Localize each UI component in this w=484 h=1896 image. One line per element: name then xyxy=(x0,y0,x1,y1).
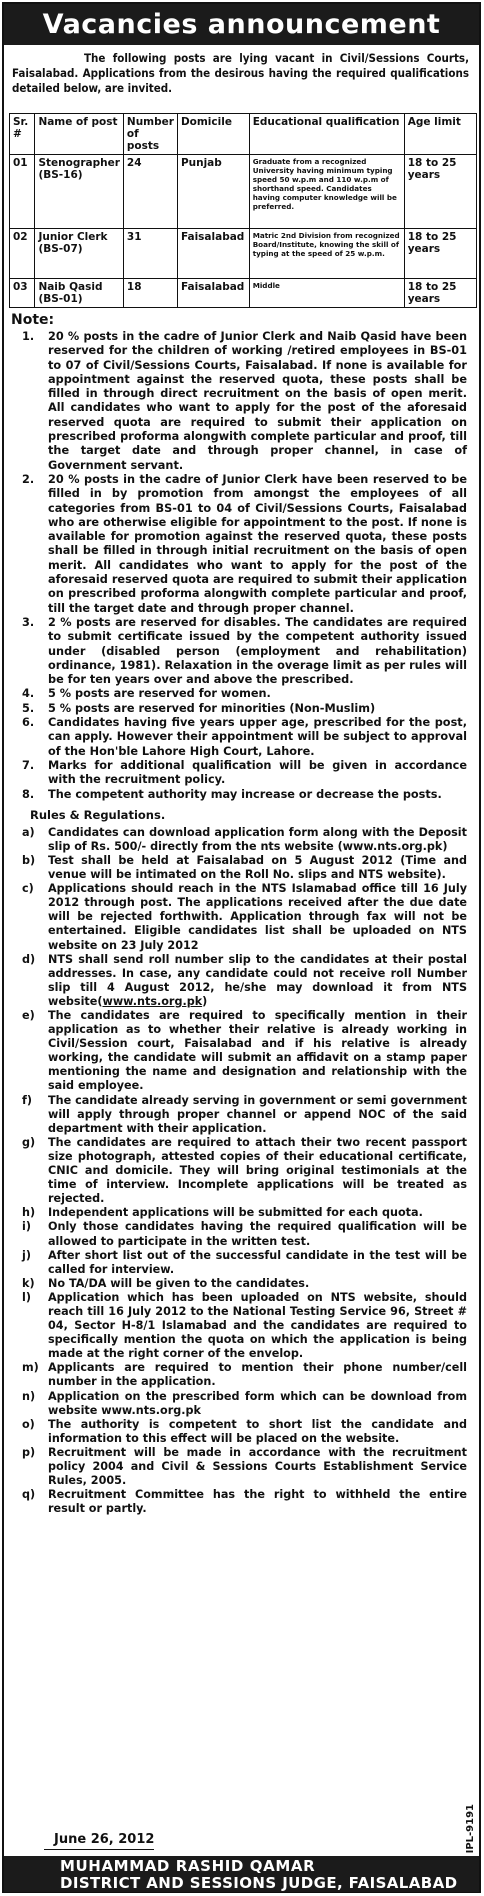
list-item: e) The candidates are required to specifically mention in their application as to whether their relative is already working in Civil/Session court, Faisalabad and if his relative is already working, the candidate will submit an affidavit on a stamp paper mentioning the name and designation and relationship with the said employee. xyxy=(22,1009,467,1093)
advertisement-frame xyxy=(2,2,481,1893)
table-row xyxy=(10,279,477,308)
cell-number: 18 xyxy=(123,279,177,308)
cell-sr: 01 xyxy=(10,155,35,229)
list-item: 8. The competent authority may increase or decrease the posts. xyxy=(22,787,442,801)
cell-age: 18 to 25 years xyxy=(404,279,476,308)
cell-number: 31 xyxy=(123,229,177,279)
intro-paragraph: The following posts are lying vacant in Civil/Sessions Courts, Faisalabad. Applications from the desirous having the required qualifications detailed below, are invited. xyxy=(12,51,469,95)
table-row xyxy=(10,229,477,279)
list-item: m) Applicants are required to mention their phone number/cell number in the application. xyxy=(22,1361,467,1389)
cell-number: 24 xyxy=(123,155,177,229)
col-age: Age limit xyxy=(404,114,476,155)
rules-list xyxy=(4,826,479,1517)
cell-qualification: Graduate from a recognized University having minimum typing speed 50 w.p.m and 110 w.p.m of shorthand speed. Candidates having computer knowledge will be preferred. xyxy=(249,155,404,229)
cell-domicile: Faisalabad xyxy=(177,229,249,279)
cell-qualification: Middle xyxy=(249,279,404,308)
page-title: Vacancies announcement xyxy=(4,4,479,45)
cell-domicile: Faisalabad xyxy=(177,279,249,308)
col-domicile: Domicile xyxy=(177,114,249,155)
cell-domicile: Punjab xyxy=(177,155,249,229)
list-item: 3. 2 % posts are reserved for disables. The candidates are required to submit certificate issued by the competent authority issued under (disabled person (employment and rehabilitation) ordinance, 1981). Relaxation in the overage limit as per rules will be for ten years over and above the prescribed. xyxy=(22,615,467,687)
rules-heading: Rules & Regulations. xyxy=(30,807,166,822)
list-item: c) Applications should reach in the NTS Islamabad office till 16 July 2012 through post. The applications received after the due date will be rejected forthwith. Application through fax will not be entertained. Eligible candidates list shall be uploaded on NTS website on 23 July 2012 xyxy=(22,882,467,952)
list-item: d) NTS shall send roll number slip to the candidates at their postal addresses. In case, any candidate could not receive roll Number slip till 4 August 2012, he/she may download it from NTS website(www.nts.org.pk) xyxy=(22,952,467,1008)
list-item: h) Independent applications will be submitted for each quota. xyxy=(22,1206,423,1220)
ad-code: IPL-9191 xyxy=(465,1804,476,1854)
list-item: 7. Marks for additional qualification will be given in accordance with the recruitment policy. xyxy=(22,758,467,787)
list-item: l) Application which has been uploaded on NTS website, should reach till 16 July 2012 to the National Testing Service 96, Street # 04, Sector H-8/1 Islamabad and the candidates are required to specifically mention the quota on which the application is being made at the right corner of the envelop. xyxy=(22,1290,467,1361)
cell-sr: 03 xyxy=(10,279,35,308)
list-item: g) The candidates are required to attach their two recent passport size photograph, attested copies of their educational certificate, CNIC and domicile. They will bring original testimonials at the time of interview. Incomplete applications will be treated as rejected. xyxy=(22,1135,467,1206)
list-item: n) Application on the prescribed form which can be download from website www.nts.org.pk xyxy=(22,1389,467,1417)
col-sr: Sr. # xyxy=(10,114,35,155)
col-number: Number of posts xyxy=(123,114,177,155)
list-item: q) Recruitment Committee has the right to withheld the entire result or partly. xyxy=(22,1488,467,1516)
col-qualification: Educational qualification xyxy=(249,114,404,155)
notes-list xyxy=(4,330,479,802)
vacancies-table xyxy=(9,113,477,308)
note-heading: Note: xyxy=(11,312,55,328)
list-item: a) Candidates can download application form along with the Deposit slip of Rs. 500/- directly from the nts website (www.nts.org.pk) xyxy=(22,825,467,853)
list-item: 6. Candidates having five years upper age, prescribed for the post, can apply. However their appointment will be subject to approval of the Hon'ble Lahore High Court, Lahore. xyxy=(22,716,467,758)
cell-age: 18 to 25 years xyxy=(404,155,476,229)
signatory-designation: DISTRICT AND SESSIONS JUDGE, FAISALABAD xyxy=(60,1874,458,1892)
list-item: 1. 20 % posts in the cadre of Junior Clerk and Naib Qasid have been reserved for the children of working /retired employees in BS-01 to 07 of Civil/Sessions Courts, Faisalabad. If none is available for appointment against the reserved quota, these posts shall be filled in through direct recruitment on the basis of open merit. All candidates who want to apply for the post of the aforesaid reserved quota are required to submit their application on prescribed proforma alongwith complete particular and proof, till the target date and through proper channel, in case of Government servant. xyxy=(22,330,467,472)
list-item: o) The authority is competent to short list the candidate and information to this effect will be placed on the website. xyxy=(22,1417,467,1445)
signatory-name: MUHAMMAD RASHID QAMAR xyxy=(60,1857,316,1875)
list-item: j) After short list out of the successful candidate in the test will be called for interview. xyxy=(22,1248,467,1276)
list-item: 5. 5 % posts are reserved for minorities (Non-Muslim) xyxy=(22,701,376,715)
cell-post: Naib Qasid (BS-01) xyxy=(35,279,123,308)
cell-sr: 02 xyxy=(10,229,35,279)
list-item: b) Test shall be held at Faisalabad on 5 August 2012 (Time and venue will be intimated on the Roll No. slips and NTS website). xyxy=(22,853,467,882)
list-item: i) Only those candidates having the required qualification will be allowed to participate in the written test. xyxy=(22,1220,467,1248)
col-post: Name of post xyxy=(35,114,123,155)
list-item: f) The candidate already serving in government or semi government will apply through proper channel or append NOC of the said department with their application. xyxy=(22,1093,467,1135)
nts-website-link[interactable]: www.nts.org.pk xyxy=(102,994,203,1008)
cell-age: 18 to 25 years xyxy=(404,229,476,279)
table-row xyxy=(10,155,477,229)
list-item: k) No TA/DA will be given to the candidates. xyxy=(22,1276,310,1290)
date-underline xyxy=(44,1849,154,1850)
list-item: 4. 5 % posts are reserved for women. xyxy=(22,687,271,701)
list-item: p) Recruitment will be made in accordance with the recruitment policy 2004 and Civil & Sessions Courts Establishment Service Rules, 2005. xyxy=(22,1445,467,1488)
cell-post: Stenographer (BS-16) xyxy=(35,155,123,229)
list-item: 2. 20 % posts in the cadre of Junior Clerk have been reserved to be filled in by promotion from amongst the employees of all categories from BS-01 to 04 of Civil/Sessions Courts, Faisalabad who are otherwise eligible for appointment to the post. If none is available for promotion against the reserved quota, these posts shall be filled in through initial recruitment on the basis of open merit. All candidates who want to apply for the post of the aforesaid reserved quota are required to submit their application on prescribed proforma alongwith complete particular and proof, till the target date and through proper channel. xyxy=(22,472,467,615)
cell-qualification: Matric 2nd Division from recognized Board/Institute, knowing the skill of typing at the speed of 25 w.p.m. xyxy=(249,229,404,279)
table-header-row xyxy=(10,114,477,155)
issue-date: June 26, 2012 xyxy=(54,1832,155,1847)
cell-post: Junior Clerk (BS-07) xyxy=(35,229,123,279)
signature-block xyxy=(4,1856,479,1892)
